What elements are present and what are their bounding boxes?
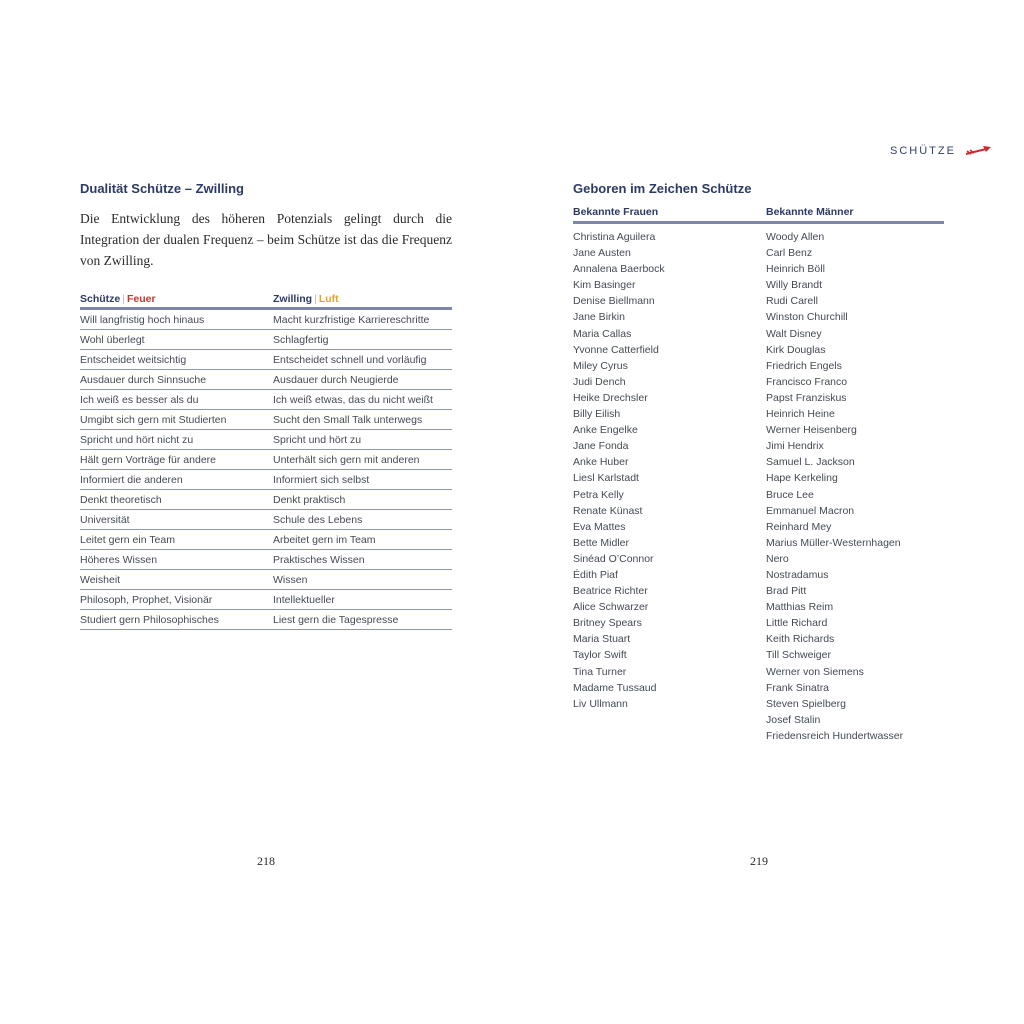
separator: | bbox=[122, 293, 125, 305]
page-number: 218 bbox=[257, 854, 275, 868]
sign-label: Zwilling bbox=[273, 293, 313, 305]
list-item: Marius Müller-Westernhagen bbox=[766, 536, 901, 549]
table-row bbox=[80, 370, 452, 390]
list-item: Frank Sinatra bbox=[766, 681, 830, 694]
cell-schuetze: Studiert gern Philosophisches bbox=[80, 613, 219, 626]
list-item: Édith Piaf bbox=[573, 568, 618, 581]
running-head-title: SCHÜTZE bbox=[890, 145, 956, 157]
men-column bbox=[766, 229, 944, 744]
list-item: Renate Künast bbox=[573, 504, 643, 517]
list-item: Maria Callas bbox=[573, 327, 632, 340]
list-item: Papst Franziskus bbox=[766, 391, 847, 404]
cell-schuetze: Universität bbox=[80, 513, 130, 526]
table-row bbox=[80, 310, 452, 330]
list-item: Carl Benz bbox=[766, 247, 813, 260]
list-item: Bruce Lee bbox=[766, 488, 814, 501]
cell-zwilling: Spricht und hört zu bbox=[273, 433, 362, 446]
sign-label: Schütze bbox=[80, 293, 121, 305]
cell-zwilling: Schlagfertig bbox=[273, 333, 329, 346]
list-item: Petra Kelly bbox=[573, 488, 624, 501]
table-row bbox=[80, 590, 452, 610]
list-item: Alice Schwarzer bbox=[573, 601, 649, 614]
list-item: Kirk Douglas bbox=[766, 343, 826, 356]
table-row bbox=[80, 470, 452, 490]
list-item: Nero bbox=[766, 552, 789, 565]
list-item: Annalena Baerbock bbox=[573, 263, 665, 276]
cell-schuetze: Leitet gern ein Team bbox=[80, 533, 175, 546]
intro-paragraph: Die Entwicklung des höheren Potenzials gelingt durch die Integration der dualen Frequenz – beim Schütze ist das die Frequenz von Zwilling. bbox=[80, 211, 452, 268]
cell-zwilling: Praktisches Wissen bbox=[273, 553, 365, 566]
running-head bbox=[890, 145, 992, 157]
separator: | bbox=[314, 293, 317, 305]
table-row bbox=[80, 350, 452, 370]
cell-zwilling: Intellektueller bbox=[273, 593, 335, 606]
section-title: Dualität Schütze – Zwilling bbox=[80, 181, 244, 196]
cell-schuetze: Wohl überlegt bbox=[80, 333, 145, 346]
table-row bbox=[80, 550, 452, 570]
table-row bbox=[80, 450, 452, 470]
list-item: Jane Birkin bbox=[573, 311, 625, 324]
table-row bbox=[80, 530, 452, 550]
list-item: Taylor Swift bbox=[573, 649, 627, 662]
page-number: 219 bbox=[750, 854, 768, 868]
list-item: Tina Turner bbox=[573, 665, 627, 678]
header-col-zwilling bbox=[273, 293, 452, 305]
list-item: Maria Stuart bbox=[573, 633, 631, 646]
cell-zwilling: Ausdauer durch Neugierde bbox=[273, 373, 399, 386]
cell-zwilling: Schule des Lebens bbox=[273, 513, 363, 526]
list-item: Brad Pitt bbox=[766, 585, 807, 598]
list-item: Francisco Franco bbox=[766, 375, 848, 388]
cell-schuetze: Will langfristig hoch hinaus bbox=[80, 313, 205, 326]
list-item: Willy Brandt bbox=[766, 279, 823, 292]
women-column bbox=[573, 229, 766, 744]
list-item: Kim Basinger bbox=[573, 279, 636, 292]
list-item: Sinéad O’Connor bbox=[573, 552, 654, 565]
list-item: Hape Kerkeling bbox=[766, 472, 838, 485]
cell-zwilling: Arbeitet gern im Team bbox=[273, 533, 376, 546]
cell-schuetze: Spricht und hört nicht zu bbox=[80, 433, 194, 446]
list-item: Madame Tussaud bbox=[573, 681, 657, 694]
cell-schuetze: Denkt theoretisch bbox=[80, 493, 162, 506]
cell-schuetze: Informiert die anderen bbox=[80, 473, 183, 486]
list-item: Heinrich Heine bbox=[766, 408, 835, 421]
table-row bbox=[80, 430, 452, 450]
cell-schuetze: Höheres Wissen bbox=[80, 553, 158, 566]
list-item: Jane Fonda bbox=[573, 440, 629, 453]
element-label-fire: Feuer bbox=[127, 293, 156, 305]
list-item: Heike Drechsler bbox=[573, 391, 648, 404]
right-page bbox=[512, 0, 1024, 1024]
list-item: Billy Eilish bbox=[573, 408, 621, 421]
list-item: Werner Heisenberg bbox=[766, 424, 857, 437]
cell-zwilling: Ich weiß etwas, das du nicht weißt bbox=[273, 393, 433, 406]
list-item: Denise Biellmann bbox=[573, 295, 655, 308]
header-rule bbox=[573, 221, 944, 224]
element-label-air: Luft bbox=[318, 293, 339, 305]
list-item: Keith Richards bbox=[766, 633, 835, 646]
section-title: Geboren im Zeichen Schütze bbox=[573, 181, 752, 196]
list-item: Friedensreich Hundertwasser bbox=[766, 729, 904, 742]
cell-zwilling: Informiert sich selbst bbox=[273, 473, 370, 486]
cell-zwilling: Denkt praktisch bbox=[273, 493, 346, 506]
list-item: Nostradamus bbox=[766, 568, 829, 581]
cell-schuetze: Hält gern Vorträge für andere bbox=[80, 453, 216, 466]
list-item: Britney Spears bbox=[573, 617, 642, 630]
header-col-schuetze bbox=[80, 293, 273, 305]
list-item: Beatrice Richter bbox=[573, 585, 648, 598]
famous-people-header bbox=[573, 205, 944, 219]
cell-zwilling: Unterhält sich gern mit anderen bbox=[273, 453, 420, 466]
list-item: Anke Engelke bbox=[573, 424, 638, 437]
list-item: Winston Churchill bbox=[766, 311, 848, 324]
table-row bbox=[80, 510, 452, 530]
list-item: Rudi Carell bbox=[766, 295, 818, 308]
table-row bbox=[80, 410, 452, 430]
list-item: Till Schweiger bbox=[766, 649, 831, 662]
cell-zwilling: Wissen bbox=[273, 573, 308, 586]
list-item: Bette Midler bbox=[573, 536, 630, 549]
famous-people-list bbox=[573, 205, 944, 744]
list-item: Samuel L. Jackson bbox=[766, 456, 855, 469]
list-item: Christina Aguilera bbox=[573, 231, 656, 243]
list-item: Little Richard bbox=[766, 617, 828, 630]
table-row bbox=[80, 570, 452, 590]
cell-schuetze: Ich weiß es besser als du bbox=[80, 393, 199, 406]
cell-schuetze: Ausdauer durch Sinnsuche bbox=[80, 373, 207, 386]
list-item: Josef Stalin bbox=[766, 713, 821, 726]
list-item: Jimi Hendrix bbox=[766, 440, 824, 453]
cell-zwilling: Sucht den Small Talk unterwegs bbox=[273, 413, 423, 426]
list-item: Friedrich Engels bbox=[766, 359, 842, 372]
duality-table-header bbox=[80, 291, 452, 307]
list-item: Walt Disney bbox=[766, 327, 822, 340]
list-item: Yvonne Catterfield bbox=[573, 343, 659, 356]
table-row bbox=[80, 610, 452, 630]
list-item: Emmanuel Macron bbox=[766, 504, 855, 517]
men-header: Bekannte Männer bbox=[766, 206, 854, 218]
cell-schuetze: Umgibt sich gern mit Studierten bbox=[80, 413, 227, 426]
list-item: Judi Dench bbox=[573, 375, 626, 388]
cell-zwilling: Entscheidet schnell und vorläufig bbox=[273, 353, 427, 366]
list-item: Werner von Siemens bbox=[766, 665, 864, 678]
table-row bbox=[80, 330, 452, 350]
table-row bbox=[80, 490, 452, 510]
list-item: Anke Huber bbox=[573, 456, 629, 469]
list-item: Steven Spielberg bbox=[766, 697, 846, 710]
people-columns bbox=[573, 229, 944, 744]
list-item: Liv Ullmann bbox=[573, 697, 628, 710]
arrow-icon bbox=[964, 145, 992, 157]
list-item: Jane Austen bbox=[573, 247, 631, 260]
duality-table-body bbox=[80, 310, 452, 630]
list-item: Heinrich Böll bbox=[766, 263, 825, 276]
duality-table bbox=[80, 291, 452, 630]
cell-zwilling: Liest gern die Tagespresse bbox=[273, 613, 399, 626]
cell-schuetze: Entscheidet weitsichtig bbox=[80, 353, 187, 366]
cell-schuetze: Philosoph, Prophet, Visionär bbox=[80, 593, 213, 606]
list-item: Eva Mattes bbox=[573, 520, 626, 533]
women-header: Bekannte Frauen bbox=[573, 206, 659, 218]
list-item: Woody Allen bbox=[766, 231, 825, 243]
cell-zwilling: Macht kurzfristige Karriereschritte bbox=[273, 313, 430, 326]
list-item: Reinhard Mey bbox=[766, 520, 832, 533]
table-row bbox=[80, 390, 452, 410]
list-item: Matthias Reim bbox=[766, 601, 834, 614]
list-item: Miley Cyrus bbox=[573, 359, 628, 372]
cell-schuetze: Weisheit bbox=[80, 573, 121, 586]
list-item: Liesl Karlstadt bbox=[573, 472, 639, 485]
